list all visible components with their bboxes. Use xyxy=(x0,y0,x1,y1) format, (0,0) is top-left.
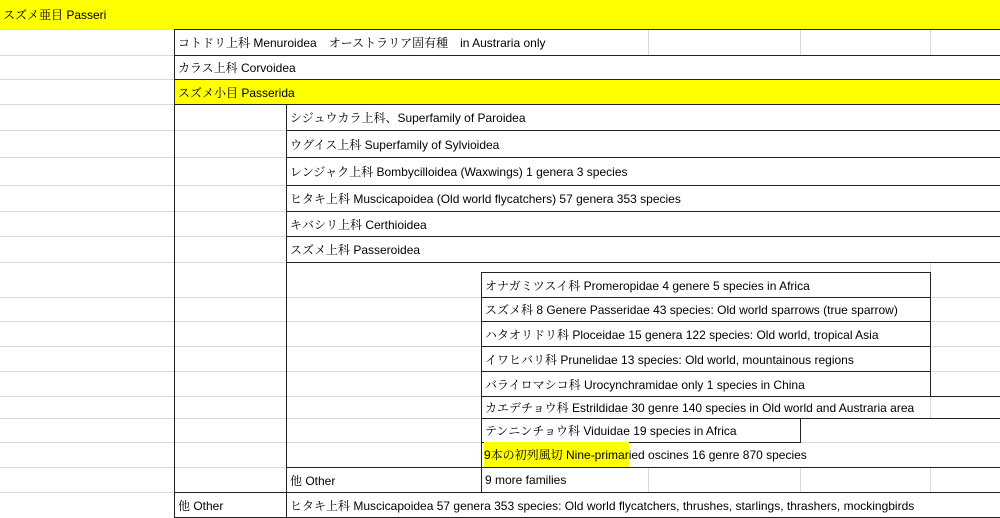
cell-sylvioidea[interactable]: ウグイス上科 Superfamily of Sylvioidea xyxy=(286,130,1000,158)
cell-other-passeroidea[interactable]: 他 Other xyxy=(286,467,482,493)
cell-muscicapoidea[interactable]: ヒタキ上科 Muscicapoidea (Old world flycatchers) 57 genera 353 species xyxy=(286,185,1000,212)
cell-ploceidae[interactable]: ハタオリドリ科 Ploceidae 15 genera 122 species: Old world, tropical Asia xyxy=(481,321,931,347)
cell-nine-primaried[interactable] xyxy=(481,442,1000,467)
cell-more-families[interactable]: 9 more families xyxy=(481,467,1000,493)
cell-menuroidea[interactable]: コトドリ上科 Menuroidea オーストラリア固有種 in Austraria only xyxy=(174,29,1000,56)
highlighted-text: 9本の初列風切 Nine-primar xyxy=(484,442,629,467)
cell-corvoidea[interactable]: カラス上科 Corvoidea xyxy=(174,55,1000,80)
cell-certhioidea[interactable]: キバシリ上科 Certhioidea xyxy=(286,211,1000,237)
cell-muscicapoidea-other[interactable]: ヒタキ上科 Muscicapoidea 57 genera 353 species: Old world flycatchers, thrushes, starlings, thrashers, mockingbirds xyxy=(286,492,1000,518)
cell-estrildidae[interactable]: カエデチョウ科 Estrildidae 30 genre 140 species in Old world and Austraria area xyxy=(481,396,1000,419)
cell-promeropidae[interactable]: オナガミツスイ科 Promeropidae 4 genere 5 species in Africa xyxy=(481,272,931,298)
cell-passeroidea[interactable]: スズメ上科 Passeroidea xyxy=(286,236,1000,263)
cell-urocynchramidae[interactable]: バライロマシコ科 Urocynchramidae only 1 species in China xyxy=(481,371,931,397)
cell-passeridae[interactable]: スズメ科 8 Genere Passeridae 43 species: Old world sparrows (true sparrow) xyxy=(481,297,931,322)
cell-prunelidae[interactable]: イワヒバリ科 Prunelidae 13 species: Old world, mountainous regions xyxy=(481,346,931,372)
cell-bombycilloidea[interactable]: レンジャク上科 Bombycilloidea (Waxwings) 1 genera 3 species xyxy=(286,157,1000,186)
cell-paroidea[interactable]: シジュウカラ上科、Superfamily of Paroidea xyxy=(286,104,1000,131)
cell-passeri[interactable]: スズメ亜目 Passeri xyxy=(0,0,1000,29)
cell-other-passerida[interactable]: 他 Other xyxy=(174,492,287,518)
cell-passerida[interactable]: スズメ小目 Passerida xyxy=(174,79,1000,105)
cell-viduidae[interactable]: テンニンチョウ科 Viduidae 19 species in Africa xyxy=(481,418,801,443)
text: ied oscines 16 genre 870 species xyxy=(628,447,807,462)
